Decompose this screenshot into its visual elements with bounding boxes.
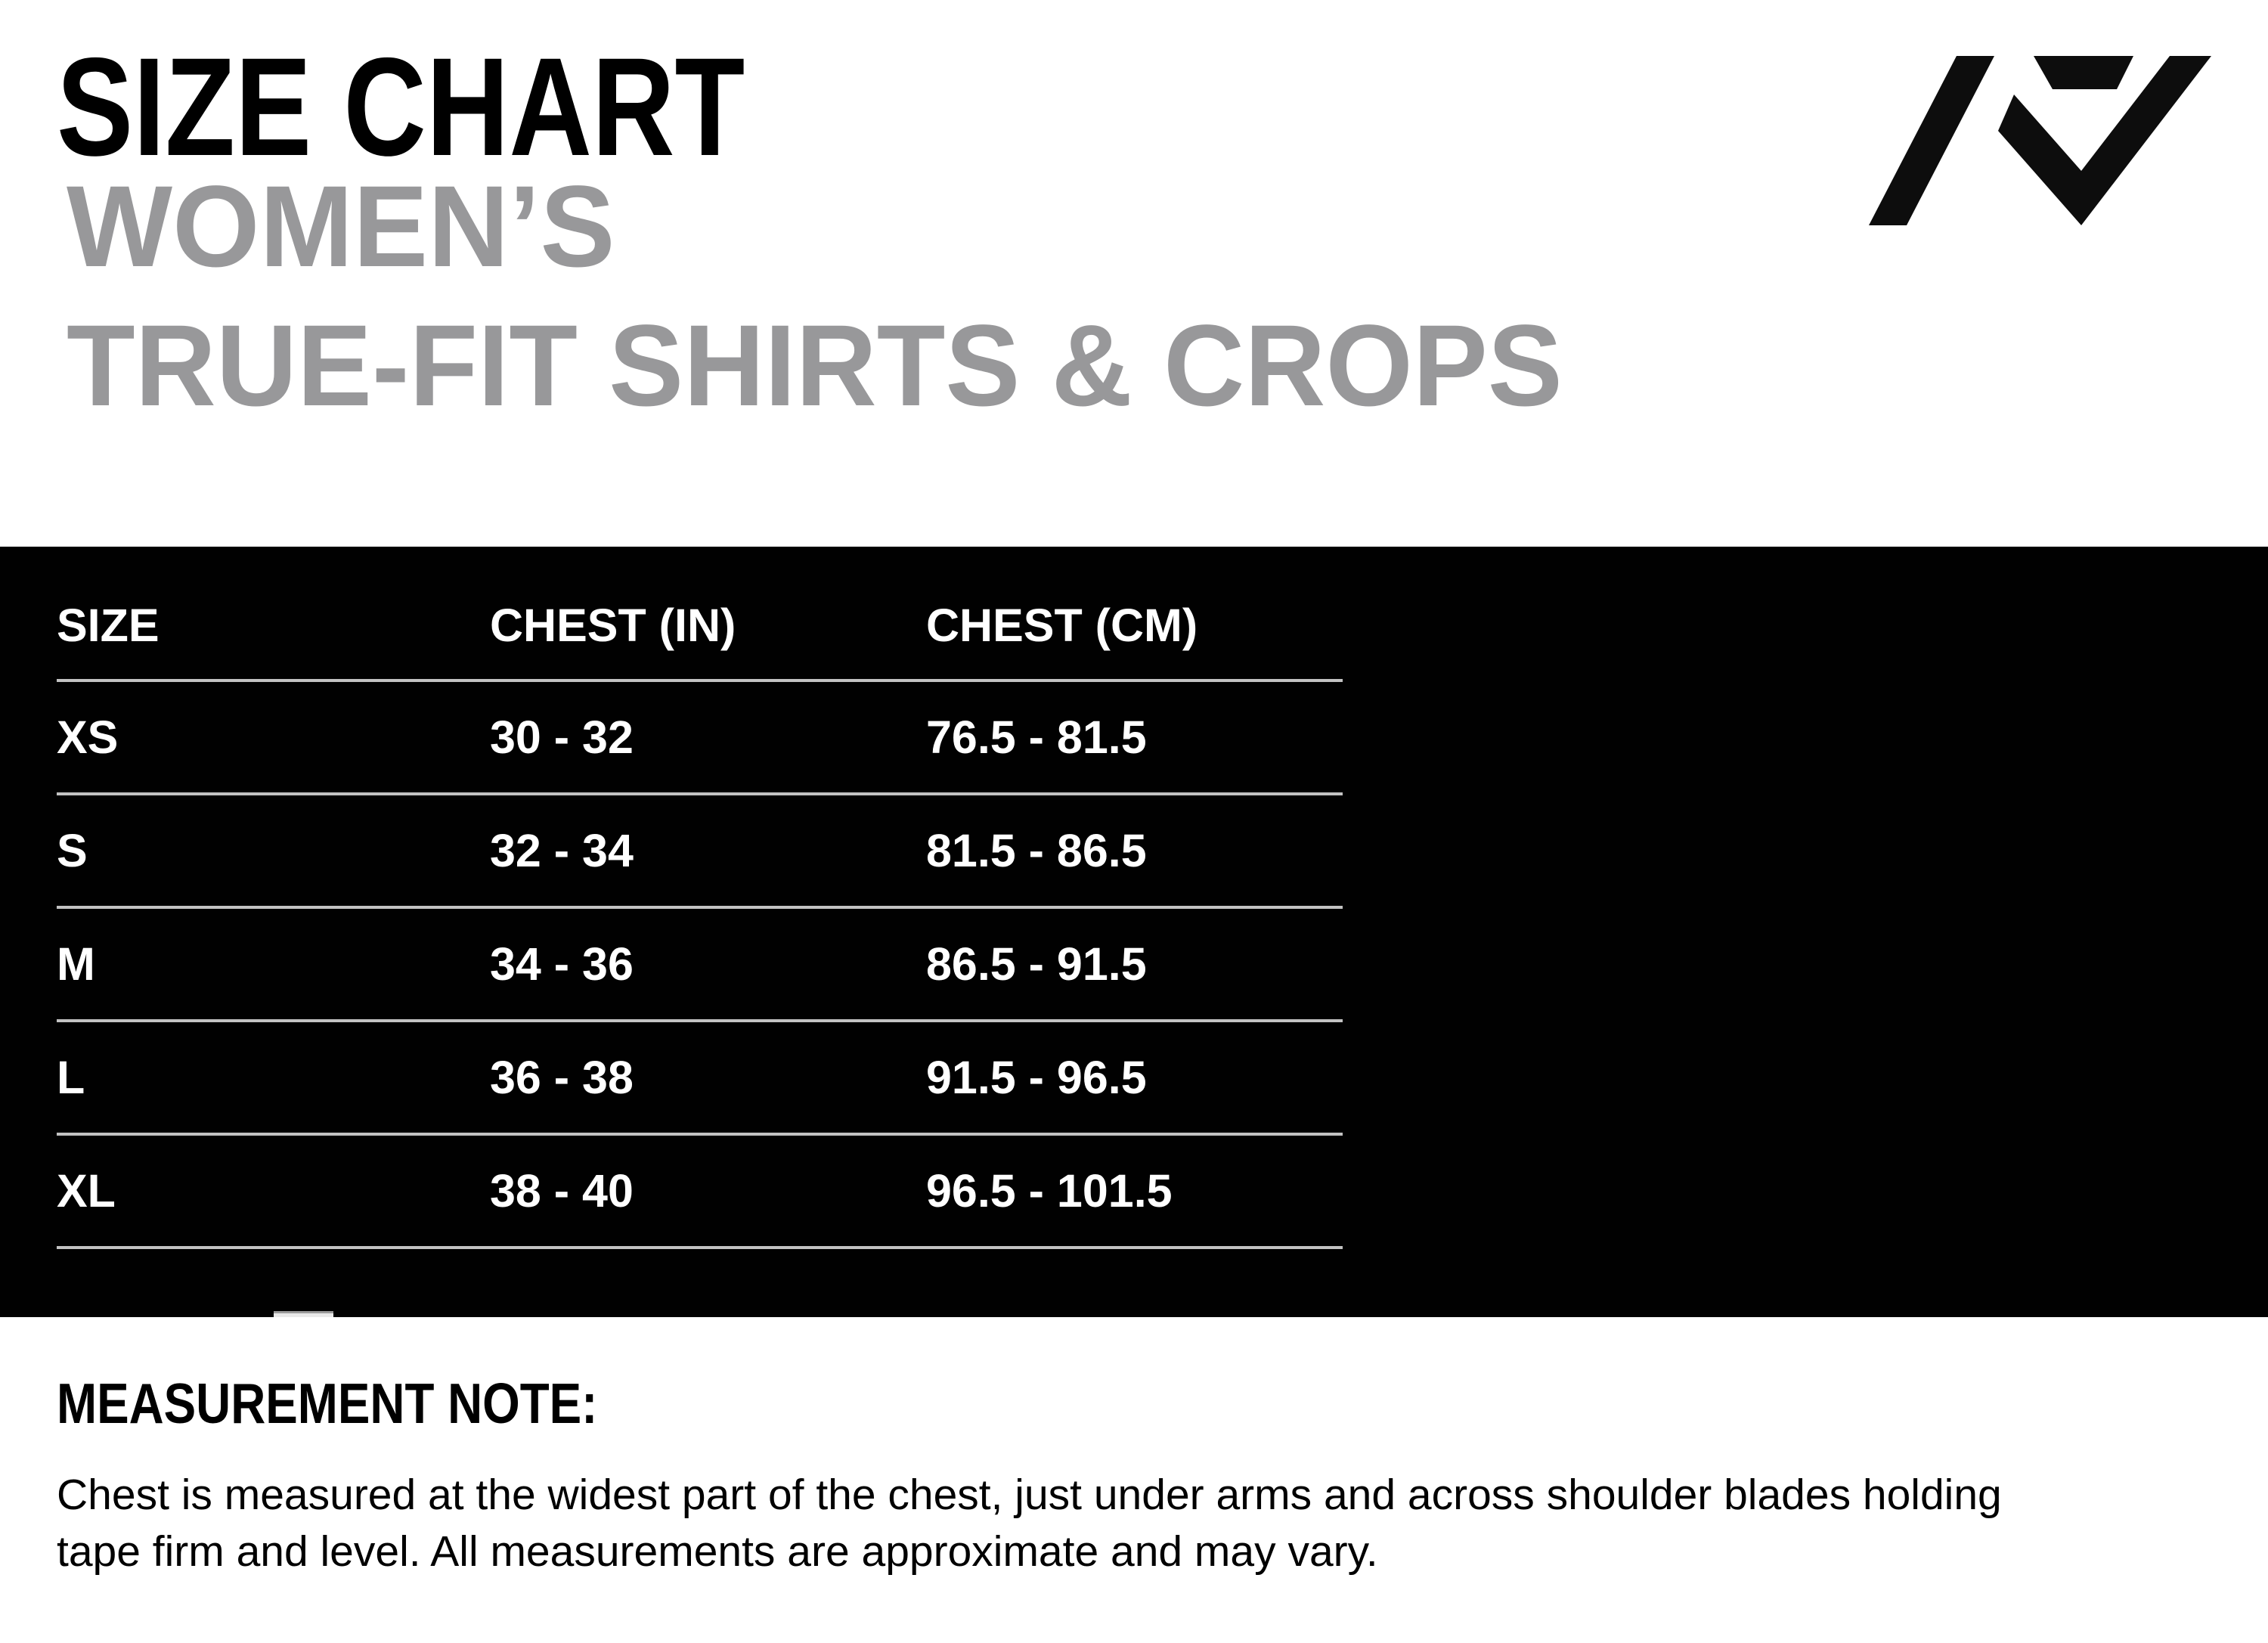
- subtitle-gender: WOMEN’S: [67, 162, 615, 291]
- measurement-note-title: MEASUREMENT NOTE:: [57, 1372, 598, 1435]
- table-row-m: [57, 909, 1343, 1022]
- page-title: SIZE CHART: [57, 29, 745, 185]
- size-label: M: [57, 938, 95, 990]
- a7-logo-top-bar: [2034, 56, 2133, 89]
- chest-in-value: 32 - 34: [490, 824, 634, 876]
- table-header-row: [57, 547, 1343, 682]
- subtitle-product: TRUE-FIT SHIRTS & CROPS: [67, 301, 1563, 430]
- column-header-size: SIZE: [57, 600, 160, 651]
- measurement-note-body: [57, 1467, 2002, 1580]
- chest-in-value: 36 - 38: [490, 1051, 634, 1103]
- table-row-xl: [57, 1136, 1343, 1249]
- chest-cm-value: 91.5 - 96.5: [926, 1051, 1147, 1103]
- a7-logo-left-stroke: [1869, 56, 1994, 225]
- chest-in-value: 30 - 32: [490, 711, 634, 763]
- table-row-l: [57, 1022, 1343, 1136]
- size-label: S: [57, 824, 88, 876]
- size-label: XL: [57, 1164, 116, 1217]
- column-header-chest-in: CHEST (IN): [490, 600, 736, 651]
- size-label: L: [57, 1051, 85, 1103]
- measurement-note-line1: Chest is measured at the widest part of the chest, just under arms and across shoulder blades holding: [57, 1471, 2002, 1519]
- chest-cm-value: 81.5 - 86.5: [926, 824, 1147, 876]
- table-row-s: [57, 795, 1343, 909]
- column-header-chest-cm: CHEST (CM): [926, 600, 1198, 651]
- chest-in-value: 34 - 36: [490, 938, 634, 990]
- chest-cm-value: 76.5 - 81.5: [926, 711, 1147, 763]
- chest-cm-value: 96.5 - 101.5: [926, 1164, 1173, 1217]
- size-table: [57, 547, 1343, 1249]
- size-table-panel: [0, 547, 2268, 1317]
- chest-cm-value: 86.5 - 91.5: [926, 938, 1147, 990]
- table-row-xs: [57, 682, 1343, 795]
- chest-in-value: 38 - 40: [490, 1164, 634, 1217]
- cropped-graphic-artifact: [274, 1311, 333, 1317]
- measurement-note-line2: tape firm and level. All measurements are approximate and may vary.: [57, 1527, 1378, 1576]
- size-label: XS: [57, 711, 119, 763]
- a7-logo-icon: [1869, 54, 2211, 225]
